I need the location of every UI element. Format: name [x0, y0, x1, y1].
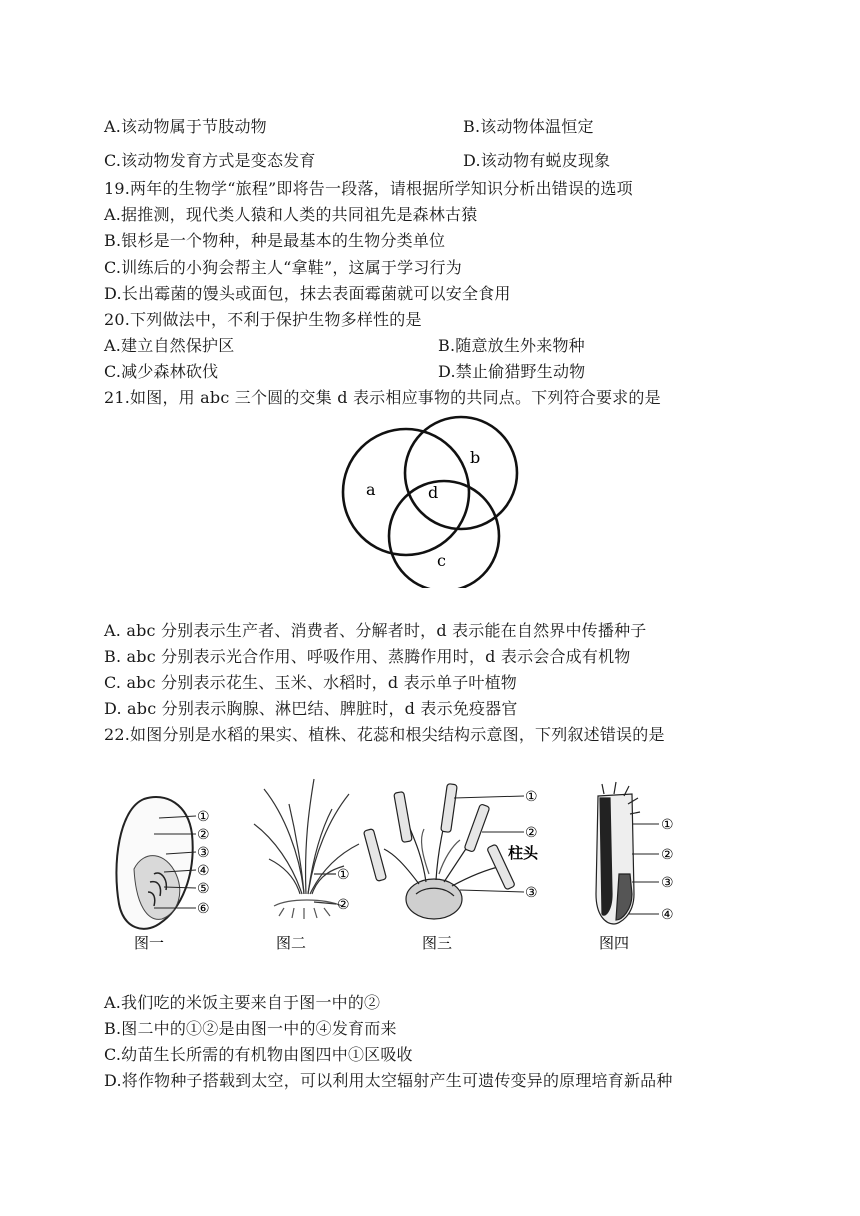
q20-option-b: B.随意放生外来物种 [438, 336, 585, 355]
fig2-label-2: ② [337, 897, 350, 913]
q19-stem: 19.两年的生物学“旅程”即将告一段落，请根据所学知识分析出错误的选项 [104, 179, 633, 198]
fig2-label-1: ① [337, 867, 350, 883]
q18-option-b: B.该动物体温恒定 [463, 117, 594, 136]
rice-structure-figures [104, 774, 724, 964]
q21-option-a: A. abc 分别表示生产者、消费者、分解者时，d 表示能在自然界中传播种子 [104, 621, 647, 640]
fig4-label-1: ① [661, 817, 674, 833]
venn-label-d: d [428, 483, 439, 502]
figure-1-rice-seed [116, 797, 209, 952]
q20-option-c: C.减少森林砍伐 [104, 362, 219, 381]
q22-option-a: A.我们吃的米饭主要来自于图一中的② [104, 993, 381, 1012]
fig3-label-2: ② [525, 825, 538, 841]
q22-option-b: B.图二中的①②是由图一中的④发育而来 [104, 1019, 397, 1038]
q20-option-a: A.建立自然保护区 [104, 336, 235, 355]
fig1-label-1: ① [197, 809, 210, 825]
q20-stem: 20.下列做法中，不利于保护生物多样性的是 [104, 310, 422, 329]
venn-label-c: c [437, 551, 446, 570]
fig1-label-6: ⑥ [197, 901, 210, 917]
fig3-label-3: ③ [525, 885, 538, 901]
fig1-label-4: ④ [197, 863, 210, 879]
q21-option-d: D. abc 分别表示胸腺、淋巴结、脾脏时，d 表示免疫器官 [104, 699, 518, 718]
q19-option-c: C.训练后的小狗会帮主人“拿鞋”，这属于学习行为 [104, 258, 462, 277]
fig4-label-2: ② [661, 847, 674, 863]
fig4-label-3: ③ [661, 875, 674, 891]
venn-label-b: b [470, 448, 481, 467]
figure-4-root-tip [596, 782, 659, 924]
q21-option-c: C. abc 分别表示花生、玉米、水稻时，d 表示单子叶植物 [104, 673, 518, 692]
figure-3-flower-parts [363, 784, 524, 919]
fig3-stigma-label: 柱头 [508, 844, 539, 862]
q19-option-d: D.长出霉菌的馒头或面包，抹去表面霉菌就可以安全食用 [104, 284, 511, 303]
fig4-caption: 图四 [599, 934, 630, 952]
q22-option-d: D.将作物种子搭载到太空，可以利用太空辐射产生可遗传变异的原理培育新品种 [104, 1071, 673, 1090]
fig1-caption: 图一 [134, 934, 165, 952]
fig2-caption: 图二 [276, 934, 307, 952]
venn-circle-b [405, 417, 517, 529]
q21-stem: 21.如图，用 abc 三个圆的交集 d 表示相应事物的共同点。下列符合要求的是 [104, 388, 661, 407]
fig3-label-1: ① [525, 789, 538, 805]
venn-label-a: a [366, 480, 376, 499]
q18-option-d: D.该动物有蜕皮现象 [463, 151, 611, 170]
venn-diagram [336, 412, 528, 588]
fig1-label-2: ② [197, 827, 210, 843]
q19-option-a: A.据推测，现代类人猿和人类的共同祖先是森林古猿 [104, 205, 478, 224]
venn-circle-a [343, 429, 469, 555]
fig1-label-5: ⑤ [197, 881, 210, 897]
q18-option-a: A.该动物属于节肢动物 [104, 117, 267, 136]
q18-option-c: C.该动物发育方式是变态发育 [104, 151, 316, 170]
q22-option-c: C.幼苗生长所需的有机物由图四中①区吸收 [104, 1045, 413, 1064]
fig3-caption: 图三 [422, 934, 453, 952]
fig1-label-3: ③ [197, 845, 210, 861]
q22-stem: 22.如图分别是水稻的果实、植株、花蕊和根尖结构示意图，下列叙述错误的是 [104, 725, 665, 744]
q19-option-b: B.银杉是一个物种，种是最基本的生物分类单位 [104, 231, 446, 250]
q21-option-b: B. abc 分别表示光合作用、呼吸作用、蒸腾作用时，d 表示会合成有机物 [104, 647, 631, 666]
q20-option-d: D.禁止偷猎野生动物 [438, 362, 586, 381]
fig4-label-4: ④ [661, 907, 674, 923]
venn-circle-c [389, 481, 499, 588]
